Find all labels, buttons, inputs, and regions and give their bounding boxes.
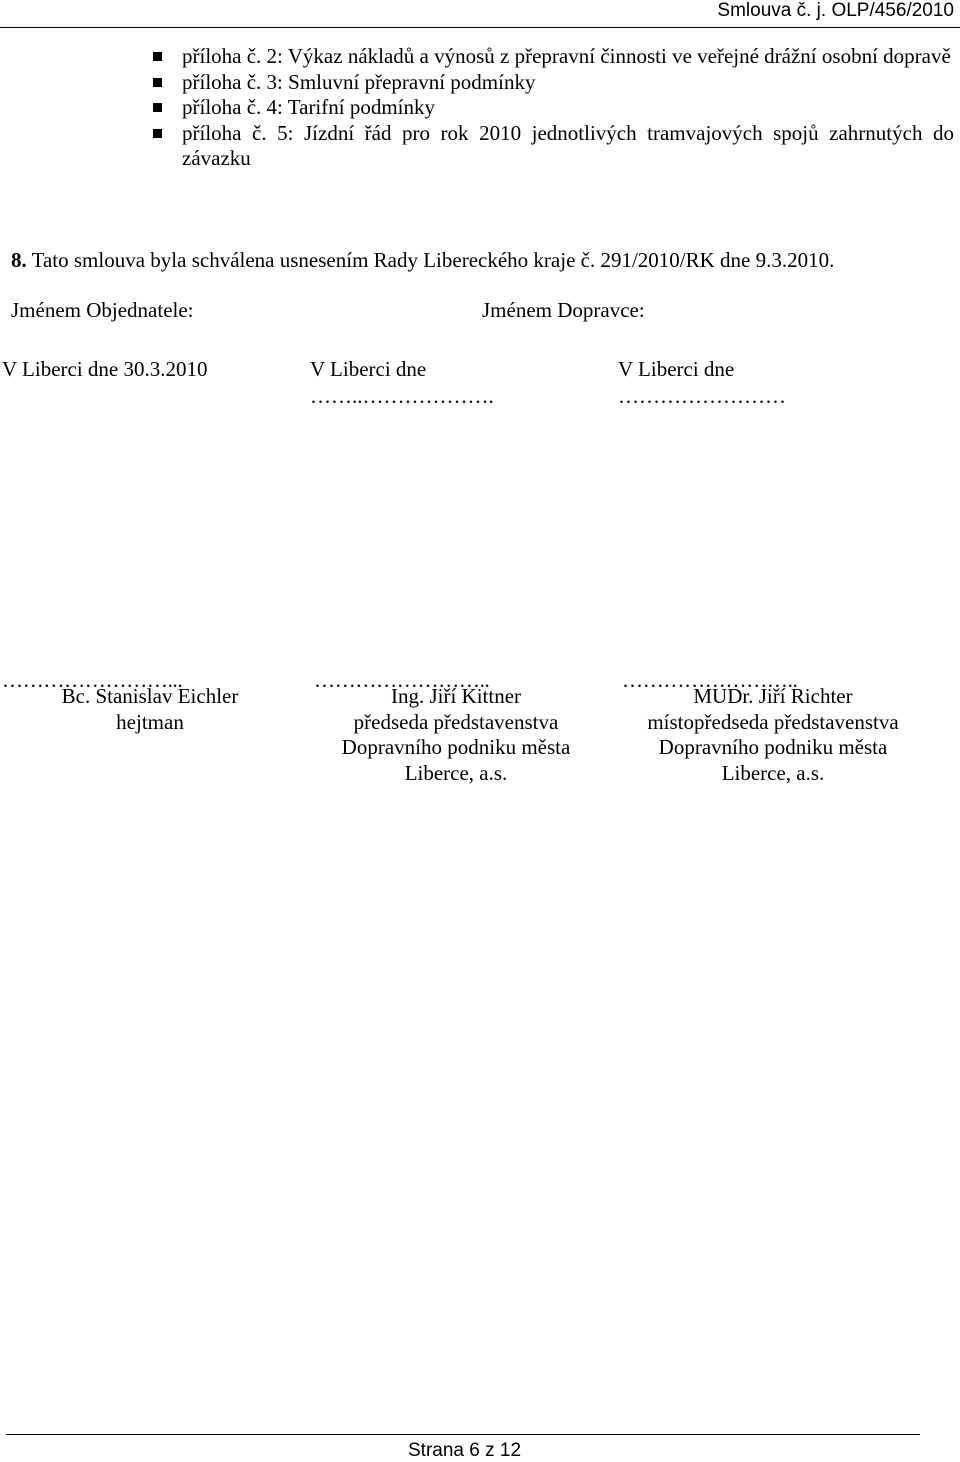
signature-block-carrier-1 xyxy=(306,684,606,786)
place-date-text: V Liberci dne 30.3.2010 xyxy=(2,357,208,381)
list-item xyxy=(0,121,960,172)
signature-block-carrier-2 xyxy=(623,684,923,786)
signatory-org: Liberce, a.s. xyxy=(404,760,508,785)
attachment-text: příloha č. 4: Tarifní podmínky xyxy=(182,95,436,119)
place-date-text: V Liberci dne xyxy=(618,357,735,381)
document-reference: Smlouva č. j. OLP/456/2010 xyxy=(717,0,954,21)
attachment-text: příloha č. 3: Smluvní přepravní podmínky xyxy=(182,69,536,94)
signature-line-client: ……………………... xyxy=(2,668,183,692)
signatory-name: MUDr. Jiří Richter xyxy=(693,684,853,708)
signatory-org: Dopravního podniku města xyxy=(658,735,888,759)
attachment-text: příloha č. 5: Jízdní řád pro rok 2010 jednotlivých tramvajových spojů zahrnutých do závazku xyxy=(182,120,954,170)
header-divider xyxy=(0,27,960,28)
signatory-role: hejtman xyxy=(116,709,184,734)
attachment-list xyxy=(0,44,960,172)
list-item xyxy=(0,95,960,121)
place-date-dots: …………………… xyxy=(618,384,786,408)
place-date-text: V Liberci dne xyxy=(310,357,427,381)
place-date-carrier-1 xyxy=(310,356,494,410)
square-bullet-icon xyxy=(153,129,162,138)
signatory-role: místopředseda představenstva xyxy=(647,709,899,734)
list-item xyxy=(0,44,960,70)
signatory-org: Dopravního podniku města xyxy=(341,735,571,759)
signature-block-client xyxy=(0,684,300,735)
square-bullet-icon xyxy=(153,78,162,87)
place-date-dots: ……..………………. xyxy=(310,384,494,408)
square-bullet-icon xyxy=(153,103,162,112)
signatory-name: Ing. Jiří Kittner xyxy=(390,684,522,708)
signature-line-carrier-1: …………………….. xyxy=(314,668,490,692)
footer-divider xyxy=(6,1434,920,1435)
attachment-text: příloha č. 2: Výkaz nákladů a výnosů z přepravní činnosti ve veřejné drážní osobní dopravě xyxy=(182,44,951,68)
signatory-org: Liberce, a.s. xyxy=(721,760,825,785)
clause-number: 8. xyxy=(11,248,27,272)
signatory-name: Bc. Stanislav Eichler xyxy=(61,684,239,708)
page-number: Strana 6 z 12 xyxy=(408,1440,522,1461)
clause-8 xyxy=(11,248,834,273)
carrier-party-label: Jménem Dopravce: xyxy=(482,298,645,322)
signatory-role: předseda představenstva xyxy=(353,709,559,734)
clause-text: Tato smlouva byla schválena usnesením Rady Libereckého kraje č. 291/2010/RK dne 9.3.2010. xyxy=(26,248,835,272)
list-item xyxy=(0,70,960,96)
place-date-client xyxy=(2,356,208,383)
signature-line-carrier-2: …………………….. xyxy=(622,668,798,692)
square-bullet-icon xyxy=(153,52,162,61)
client-party-label: Jménem Objednatele: xyxy=(11,298,194,322)
place-date-carrier-2 xyxy=(618,356,786,410)
